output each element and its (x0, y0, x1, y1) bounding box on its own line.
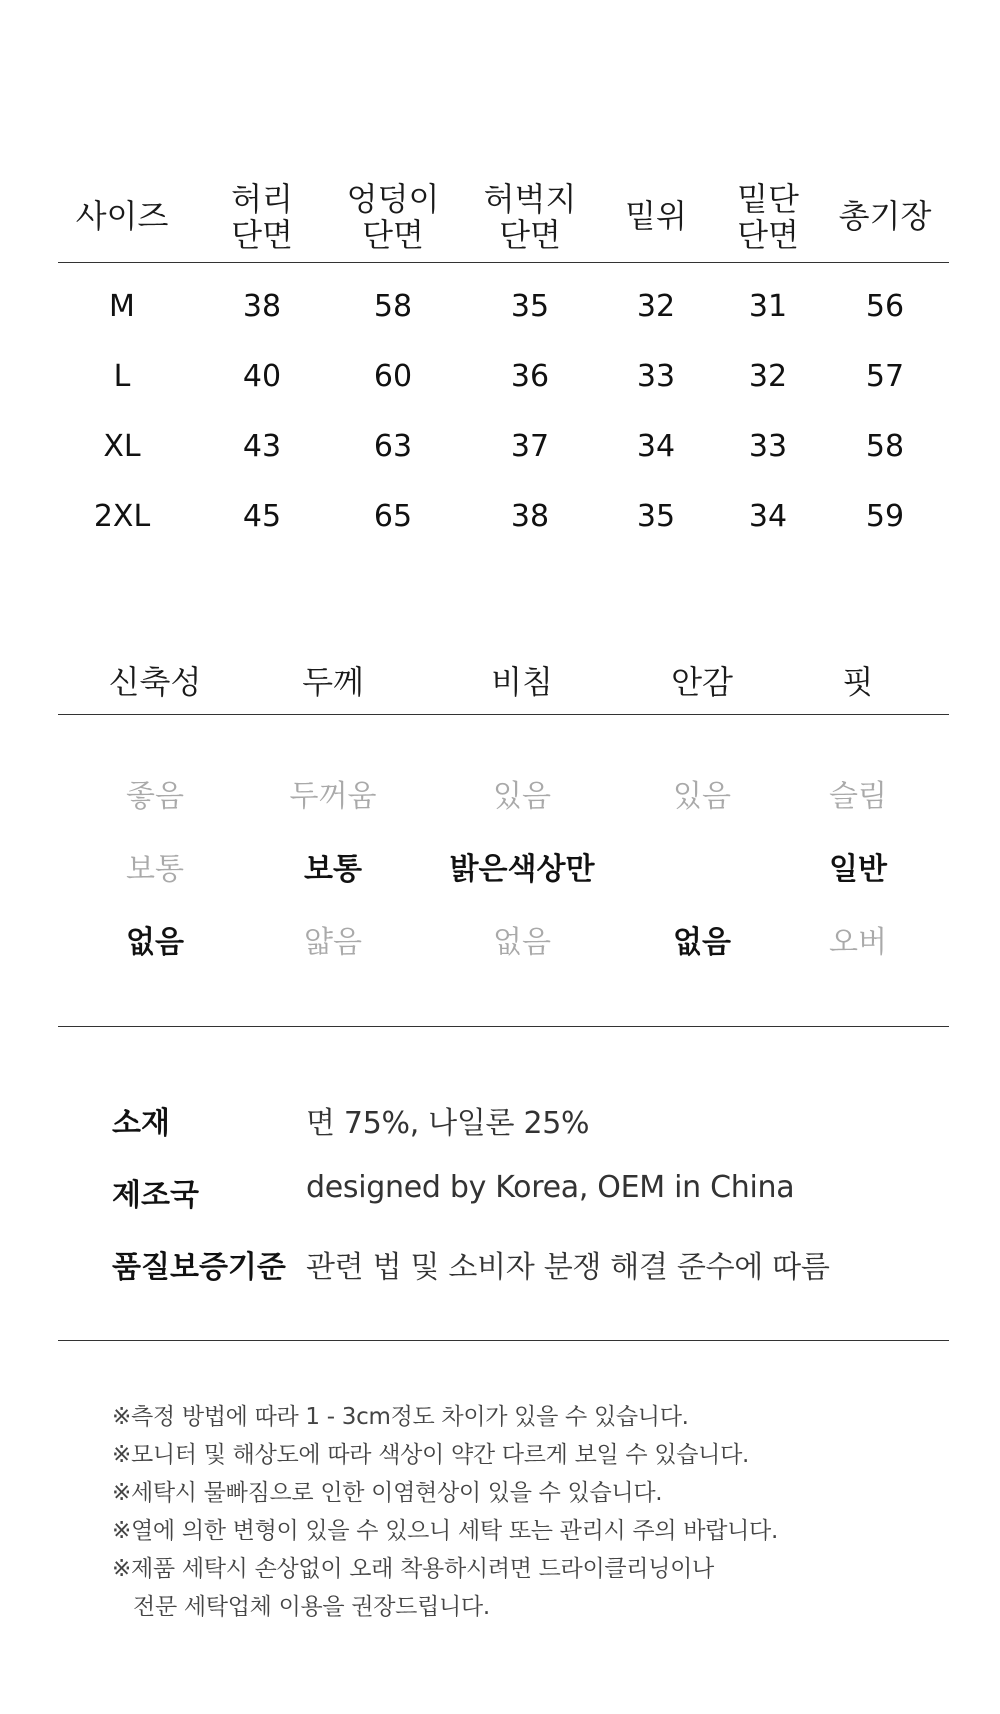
fit-option-regular: 일반 (829, 852, 887, 887)
thigh-cell: 37 (510, 429, 550, 464)
sheer-option-yes: 있음 (493, 779, 551, 814)
thickness-option-thin: 얇음 (304, 925, 362, 960)
size-cell: 2XL (93, 499, 151, 534)
rise-cell: 34 (636, 429, 676, 464)
fit-option-slim: 슬림 (829, 779, 887, 814)
section-divider (58, 1340, 949, 1341)
size-table-header-length: 총기장 (838, 197, 932, 235)
length-cell: 59 (865, 499, 905, 534)
waist-cell: 38 (242, 289, 282, 324)
rise-cell: 35 (636, 499, 676, 534)
size-table-header-hem: 밑단 단면 (737, 180, 799, 254)
attr-header-thickness: 두께 (302, 663, 364, 701)
stretch-option-good: 좋음 (126, 779, 184, 814)
attr-header-fit: 핏 (842, 663, 874, 701)
waist-cell: 45 (242, 499, 282, 534)
length-cell: 57 (865, 359, 905, 394)
hip-cell: 63 (373, 429, 413, 464)
thickness-option-normal: 보통 (304, 852, 362, 887)
size-table-header-thigh: 허벅지 단면 (483, 180, 577, 254)
hem-cell: 32 (748, 359, 788, 394)
attr-header-lining: 안감 (671, 663, 733, 701)
size-table-header-hip: 엉덩이 단면 (346, 180, 440, 254)
note-item: ※측정 방법에 따라 1 - 3cm정도 차이가 있을 수 있습니다. (112, 1404, 689, 1430)
note-item: ※제품 세탁시 손상없이 오래 착용하시려면 드라이클리닝이나 (112, 1556, 714, 1582)
material-label: 소재 (112, 1106, 170, 1141)
size-table-header-rise: 밑위 (625, 197, 687, 235)
sheer-option-light-colors: 밝은색상만 (449, 852, 595, 887)
hip-cell: 60 (373, 359, 413, 394)
hem-cell: 33 (748, 429, 788, 464)
section-divider (58, 1026, 949, 1027)
fit-option-over: 오버 (829, 925, 887, 960)
lining-option-yes: 있음 (673, 779, 731, 814)
hip-cell: 65 (373, 499, 413, 534)
hem-cell: 31 (748, 289, 788, 324)
length-cell: 56 (865, 289, 905, 324)
note-item: 전문 세탁업체 이용을 권장드립니다. (112, 1594, 490, 1620)
material-value: 면 75%, 나일론 25% (306, 1106, 590, 1141)
rise-cell: 33 (636, 359, 676, 394)
size-cell: L (113, 359, 131, 394)
origin-label: 제조국 (112, 1178, 199, 1213)
size-cell: M (109, 289, 135, 324)
size-table-header-waist: 허리 단면 (231, 180, 293, 254)
size-table-divider (58, 262, 949, 263)
attr-header-stretch: 신축성 (108, 663, 202, 701)
thigh-cell: 35 (510, 289, 550, 324)
note-item: ※세탁시 물빠짐으로 인한 이염현상이 있을 수 있습니다. (112, 1480, 663, 1506)
note-item: ※모니터 및 해상도에 따라 색상이 약간 다르게 보일 수 있습니다. (112, 1442, 750, 1468)
length-cell: 58 (865, 429, 905, 464)
quality-standard-label: 품질보증기준 (112, 1250, 286, 1285)
origin-value: designed by Korea, OEM in China (306, 1170, 795, 1205)
thickness-option-thick: 두꺼움 (289, 779, 377, 814)
thigh-cell: 36 (510, 359, 550, 394)
size-cell: XL (103, 429, 141, 464)
attr-header-sheerness: 비침 (491, 663, 553, 701)
waist-cell: 40 (242, 359, 282, 394)
waist-cell: 43 (242, 429, 282, 464)
attribute-divider (58, 714, 949, 715)
size-table-header-size: 사이즈 (75, 197, 169, 235)
stretch-option-normal: 보통 (126, 852, 184, 887)
quality-standard-value: 관련 법 및 소비자 분쟁 해결 준수에 따름 (306, 1250, 830, 1285)
rise-cell: 32 (636, 289, 676, 324)
hem-cell: 34 (748, 499, 788, 534)
note-item: ※열에 의한 변형이 있을 수 있으니 세탁 또는 관리시 주의 바랍니다. (112, 1518, 778, 1544)
thigh-cell: 38 (510, 499, 550, 534)
hip-cell: 58 (373, 289, 413, 324)
stretch-option-none: 없음 (126, 925, 184, 960)
sheer-option-none: 없음 (493, 925, 551, 960)
lining-option-none: 없음 (673, 925, 731, 960)
